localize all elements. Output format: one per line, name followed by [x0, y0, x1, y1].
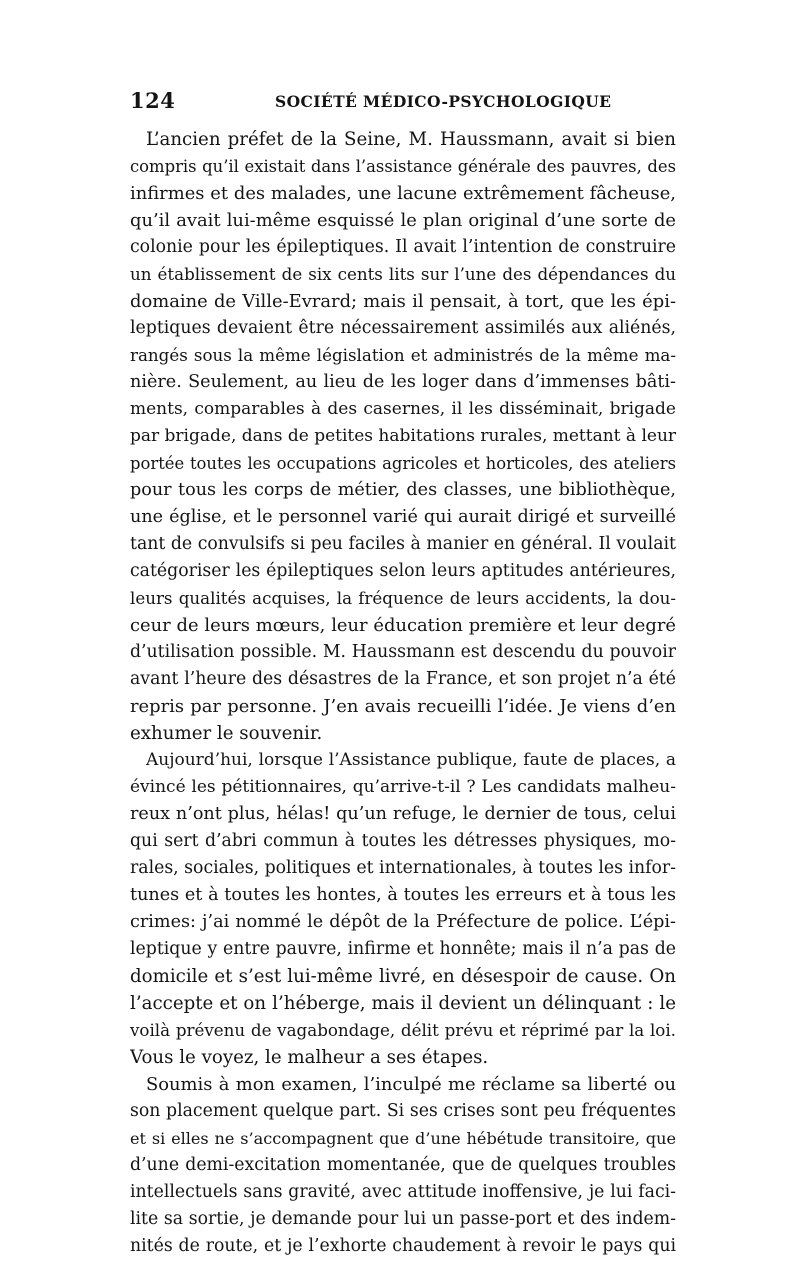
text-line: leptique y entre pauvre, infirme et honnête; mais il n’a pas de: [130, 939, 676, 959]
text-line: tant de convulsifs si peu faciles à manier en général. Il voulait: [130, 534, 676, 554]
text-line: une église, et le personnel varié qui aurait dirigé et surveillé: [130, 507, 676, 527]
text-line: compris qu’il existait dans l’assistance générale des pauvres, des: [130, 157, 676, 176]
text-line: ceur de leurs mœurs, leur éducation première et leur degré: [130, 615, 676, 636]
text-line: avant l’heure des désastres de la France, et son projet n’a été: [130, 669, 676, 689]
text-line: tunes et à toutes les hontes, à toutes les erreurs et à tous les: [130, 885, 676, 905]
text-line: nités de route, et je l’exhorte chaudement à revoir le pays qui: [130, 1236, 676, 1256]
text-line: portée toutes les occupations agricoles et horticoles, des ateliers: [130, 454, 676, 473]
text-line: d’une demi-excitation momentanée, que de quelques troubles: [130, 1155, 676, 1175]
text-line: L’ancien préfet de la Seine, M. Haussmann, avait si bien: [146, 129, 676, 150]
text-line: Vous le voyez, le malheur a ses étapes.: [130, 1047, 489, 1068]
text-line: colonie pour les épileptiques. Il avait l’intention de construire: [130, 237, 676, 257]
text-line: domaine de Ville-Evrard; mais il pensait, à tort, que les épi-: [130, 291, 676, 312]
text-line: lite sa sortie, je demande pour lui un passe-port et des indem-: [130, 1209, 676, 1229]
text-line: exhumer le souvenir.: [130, 723, 323, 744]
text-line: qui sert d’abri commun à toutes les détresses physiques, mo-: [130, 831, 676, 851]
text-line: Soumis à mon examen, l’inculpé me réclame sa liberté ou: [146, 1074, 676, 1095]
text-line: ments, comparables à des casernes, il les disséminait, brigade: [130, 399, 676, 419]
text-line: leurs qualités acquises, la fréquence de leurs accidents, la dou-: [130, 588, 676, 608]
text-line: son placement quelque part. Si ses crises sont peu fréquentes: [130, 1101, 676, 1121]
text-line: pour tous les corps de métier, des classes, une bibliothèque,: [130, 480, 676, 500]
text-line: l’accepte et on l’héberge, mais il devient un délinquant : le: [130, 993, 676, 1014]
text-line: qu’il avait lui-même esquissé le plan original d’une sorte de: [130, 210, 676, 231]
text-line: évincé les pétitionnaires, qu’arrive-t-il ? Les candidats malheu-: [130, 777, 676, 797]
text-line: reux n’ont plus, hélas! qu’un refuge, le dernier de tous, celui: [130, 804, 676, 824]
page-number: 124: [130, 88, 176, 113]
text-line: domicile et s’est lui-même livré, en désespoir de cause. On: [130, 966, 676, 987]
running-head: SOCIÉTÉ MÉDICO-PSYCHOLOGIQUE: [275, 92, 612, 111]
text-line: repris par personne. J’en avais recueilli l’idée. Je viens d’en: [130, 696, 676, 717]
body-text: [130, 126, 676, 1260]
text-line: Aujourd’hui, lorsque l’Assistance publique, faute de places, a: [146, 750, 676, 770]
text-line: un établissement de six cents lits sur l’une des dépendances du: [130, 264, 676, 284]
text-line: voilà prévenu de vagabondage, délit prévu et réprimé par la loi.: [130, 1020, 676, 1040]
text-line: rangés sous la même législation et administrés de la même ma-: [130, 345, 676, 365]
page-header: [130, 88, 676, 118]
text-line: rales, sociales, politiques et internationales, à toutes les infor-: [130, 858, 676, 878]
text-line: intellectuels sans gravité, avec attitude inoffensive, je lui faci-: [130, 1182, 676, 1202]
text-line: d’utilisation possible. M. Haussmann est descendu du pouvoir: [130, 642, 676, 662]
text-line: par brigade, dans de petites habitations rurales, mettant à leur: [130, 426, 676, 446]
text-line: leptiques devaient être nécessairement assimilés aux aliénés,: [130, 318, 676, 338]
text-line: crimes: j’ai nommé le dépôt de la Préfecture de police. L’épi-: [130, 912, 676, 932]
text-line: infirmes et des malades, une lacune extrêmement fâcheuse,: [130, 183, 676, 204]
text-line: catégoriser les épileptiques selon leurs aptitudes antérieures,: [130, 561, 676, 581]
text-line: nière. Seulement, au lieu de les loger dans d’immenses bâti-: [130, 372, 676, 392]
text-line: et si elles ne s’accompagnent que d’une hébétude transitoire, que: [130, 1129, 676, 1148]
